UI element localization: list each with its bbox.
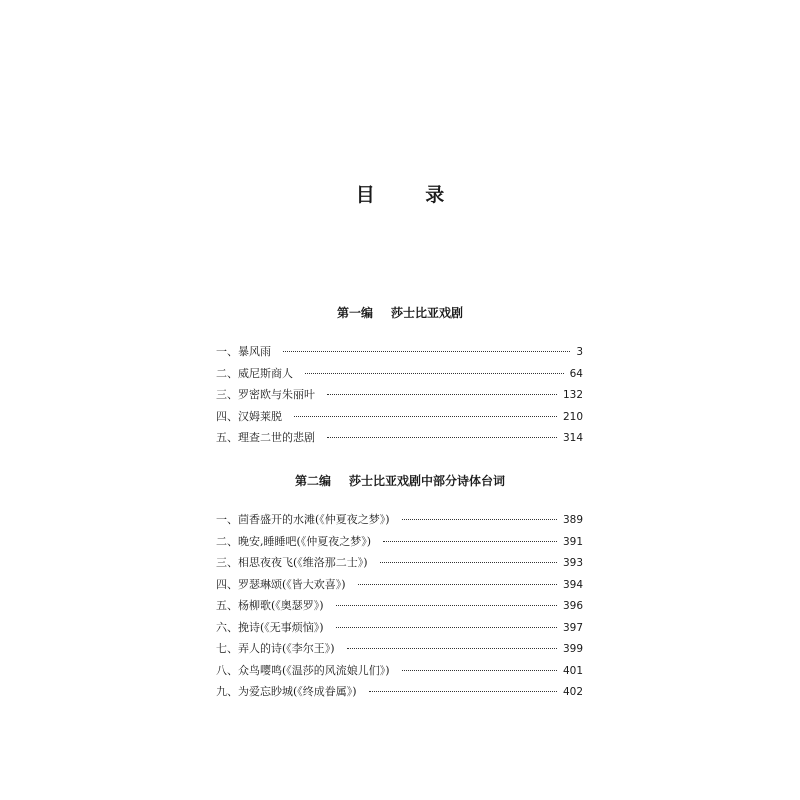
toc-entry-label: 八、众鸟嘤鸣(《温莎的风流娘儿们》) <box>216 663 390 677</box>
toc-entry-label: 七、弄人的诗(《李尔王》) <box>216 642 335 655</box>
toc-entry-label: 一、茴香盛开的水滩(《仲夏夜之梦》) <box>216 513 390 526</box>
toc-entry-page: 64 <box>569 367 583 380</box>
toc-entry[interactable] <box>216 531 583 553</box>
toc-entry[interactable] <box>216 509 583 531</box>
toc-entry[interactable] <box>216 660 583 682</box>
toc-entry-page: 391 <box>562 535 583 548</box>
part-heading-1 <box>0 304 800 321</box>
toc-list-part-2 <box>216 509 583 703</box>
toc-entry-page: 402 <box>562 686 583 698</box>
toc-entry-page: 210 <box>562 410 583 423</box>
toc-entry-label: 六、挽诗(《无事烦恼》) <box>216 620 324 634</box>
toc-entry-label: 九、为爱忘眇城(《终成眷属》) <box>216 685 357 698</box>
dot-leader <box>327 437 557 438</box>
toc-entry-label: 四、汉姆莱脱 <box>216 409 282 423</box>
toc-entry-label: 二、威尼斯商人 <box>216 366 293 380</box>
toc-entry-label: 三、罗密欧与朱丽叶 <box>216 388 315 401</box>
part-name: 莎士比亚戏剧 <box>391 306 464 320</box>
toc-entry[interactable] <box>216 617 583 639</box>
dot-leader <box>336 627 557 628</box>
part-number: 第二编 <box>294 474 331 488</box>
toc-entry-label: 三、相思夜夜飞(《维洛那二士》) <box>216 556 368 569</box>
toc-entry-page: 397 <box>562 621 583 634</box>
toc-entry[interactable] <box>216 406 583 428</box>
toc-entry-label: 一、暴风雨 <box>216 345 271 358</box>
toc-entry-label: 五、理查二世的悲剧 <box>216 431 315 444</box>
page-title: 目 录 <box>355 184 467 206</box>
dot-leader <box>336 605 557 606</box>
dot-leader <box>402 519 557 520</box>
part-heading-2 <box>0 472 800 489</box>
toc-entry-label: 二、晚安,睡睡吧(《仲夏夜之梦》) <box>216 534 372 548</box>
toc-entry[interactable] <box>216 552 583 574</box>
dot-leader <box>358 584 557 585</box>
toc-entry-page: 3 <box>576 346 583 358</box>
toc-entry-page: 396 <box>562 600 583 612</box>
toc-entry[interactable] <box>216 574 583 596</box>
toc-entry-page: 314 <box>562 432 583 444</box>
part-name: 莎士比亚戏剧中部分诗体台词 <box>349 474 506 488</box>
dot-leader <box>369 691 557 692</box>
toc-entry[interactable] <box>216 681 583 703</box>
toc-entry-page: 393 <box>562 557 583 569</box>
toc-entry-page: 399 <box>562 643 583 655</box>
toc-list-part-1 <box>216 341 583 449</box>
toc-entry-page: 401 <box>562 664 583 677</box>
dot-leader <box>347 648 557 649</box>
dot-leader <box>327 394 557 395</box>
toc-entry[interactable] <box>216 384 583 406</box>
toc-entry-label: 四、罗瑟琳颂(《皆大欢喜》) <box>216 577 346 591</box>
toc-entry-page: 132 <box>562 389 583 401</box>
dot-leader <box>402 670 557 671</box>
toc-entry-page: 389 <box>562 514 583 526</box>
dot-leader <box>294 416 557 417</box>
toc-entry[interactable] <box>216 341 583 363</box>
toc-entry[interactable] <box>216 595 583 617</box>
toc-entry[interactable] <box>216 427 583 449</box>
dot-leader <box>383 541 557 542</box>
toc-entry-page: 394 <box>562 578 583 591</box>
toc-entry[interactable] <box>216 638 583 660</box>
dot-leader <box>283 351 570 352</box>
dot-leader <box>380 562 557 563</box>
toc-entry[interactable] <box>216 363 583 385</box>
part-number: 第一编 <box>336 306 373 320</box>
dot-leader <box>305 373 564 374</box>
toc-entry-label: 五、杨柳歌(《奥瑟罗》) <box>216 599 324 612</box>
